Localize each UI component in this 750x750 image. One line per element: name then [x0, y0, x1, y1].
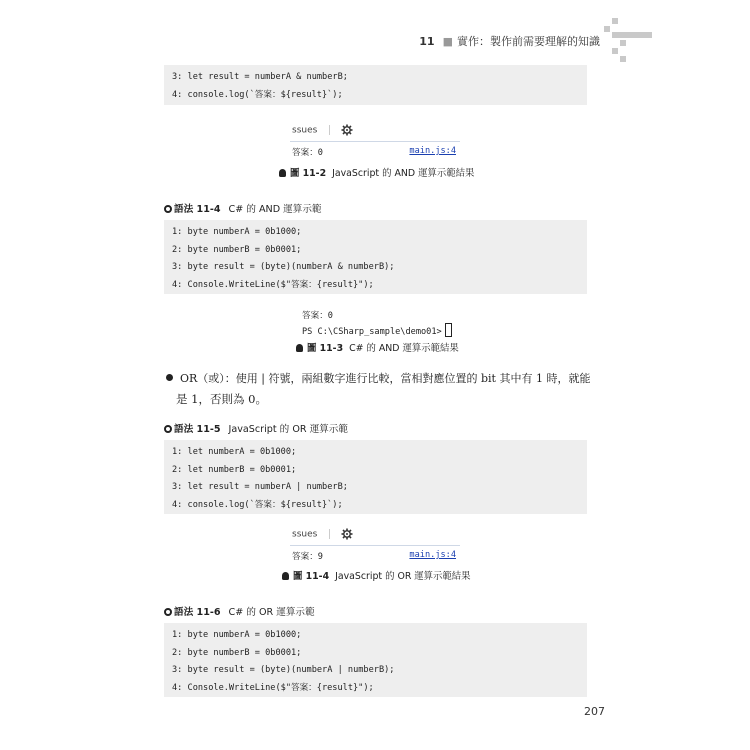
code-line: 1: byte numberA = 0b1000;: [172, 630, 302, 640]
syntax-title: C# 的 OR 運算示範: [228, 607, 315, 618]
paragraph-line: 是 1，否則為 0。: [176, 392, 267, 406]
gear-icon: [341, 528, 353, 540]
figure-11-2-screenshot: [290, 122, 460, 162]
syntax-heading: [164, 201, 322, 215]
code-line: 2: byte numberB = 0b0001;: [172, 244, 302, 255]
terminal-cursor: [445, 323, 452, 337]
figure-11-4-screenshot: [290, 526, 460, 566]
page-number: 207: [584, 705, 605, 718]
code-block-top: [164, 65, 587, 105]
tab-issues: ssues: [292, 125, 318, 136]
caption-text: JavaScript 的 AND 運算示範結果: [332, 168, 475, 179]
caption-label: 圖 11-2: [290, 168, 327, 179]
figure-icon: [279, 169, 286, 177]
running-header: [400, 33, 600, 49]
code-line: 2: byte numberB = 0b0001;: [172, 647, 302, 658]
chapter-number: 11: [419, 35, 435, 48]
code-line: 4: Console.WriteLine($"答案：{result}");: [172, 682, 374, 693]
syntax-title: JavaScript 的 OR 運算示範: [228, 424, 348, 435]
console-output: 答案：9: [292, 552, 323, 562]
terminal-output-line: 答案：0: [302, 311, 333, 321]
figure-icon: [296, 344, 303, 352]
code-block-syntax-11-6: [164, 623, 587, 697]
code-line: 3: let result = numberA | numberB;: [172, 482, 348, 492]
code-line: 4: Console.WriteLine($"答案：{result}");: [172, 279, 374, 290]
syntax-title: C# 的 AND 運算示範: [228, 204, 322, 215]
syntax-label: 語法 11-4: [174, 204, 221, 215]
tab-issues: ssues: [292, 529, 318, 540]
figure-caption: [296, 340, 459, 354]
code-line: 2: let numberB = 0b0001;: [172, 464, 297, 475]
gear-icon: [341, 124, 353, 136]
code-block-syntax-11-4: [164, 220, 587, 294]
code-line: 1: let numberA = 0b1000;: [172, 447, 297, 457]
code-line: 3: byte result = (byte)(numberA | numberB);: [172, 665, 395, 675]
code-line: 3: byte result = (byte)(numberA & numberB);: [172, 262, 395, 272]
terminal-prompt: PS C:\CSharp_sample\demo01>: [302, 327, 442, 337]
caption-label: 圖 11-4: [293, 571, 330, 582]
paragraph-line: OR（或）：使用 | 符號，兩組數字進行比較，當相對應位置的 bit 其中有 1 時，就能: [180, 372, 591, 385]
figure-icon: [282, 572, 289, 580]
code-line: 1: byte numberA = 0b1000;: [172, 227, 302, 237]
figure-caption: [282, 568, 471, 582]
bullet-icon: [166, 374, 173, 381]
syntax-label: 語法 11-6: [174, 607, 221, 618]
chapter-title: 實作：製作前需要理解的知識: [457, 35, 600, 48]
figure-11-3-screenshot: [302, 310, 462, 340]
syntax-heading: [164, 421, 348, 435]
syntax-label: 語法 11-5: [174, 424, 221, 435]
caption-text: JavaScript 的 OR 運算示範結果: [335, 571, 471, 582]
caption-text: C# 的 AND 運算示範結果: [349, 343, 459, 354]
caption-label: 圖 11-3: [307, 343, 344, 354]
code-block-syntax-11-5: [164, 440, 587, 514]
source-link[interactable]: main.js:4: [409, 550, 456, 560]
syntax-heading: [164, 604, 315, 618]
source-link[interactable]: main.js:4: [409, 146, 456, 156]
code-line: 3: let result = numberA & numberB;: [172, 72, 348, 82]
console-output: 答案：0: [292, 148, 323, 158]
code-line: 4: console.log(`答案：${result}`);: [172, 89, 343, 100]
header-separator: ■: [442, 35, 453, 48]
figure-caption: [279, 165, 474, 179]
syntax-icon: [164, 205, 172, 213]
syntax-icon: [164, 425, 172, 433]
syntax-icon: [164, 608, 172, 616]
bullet-paragraph-or: [166, 368, 596, 409]
code-line: 4: console.log(`答案：${result}`);: [172, 499, 343, 510]
